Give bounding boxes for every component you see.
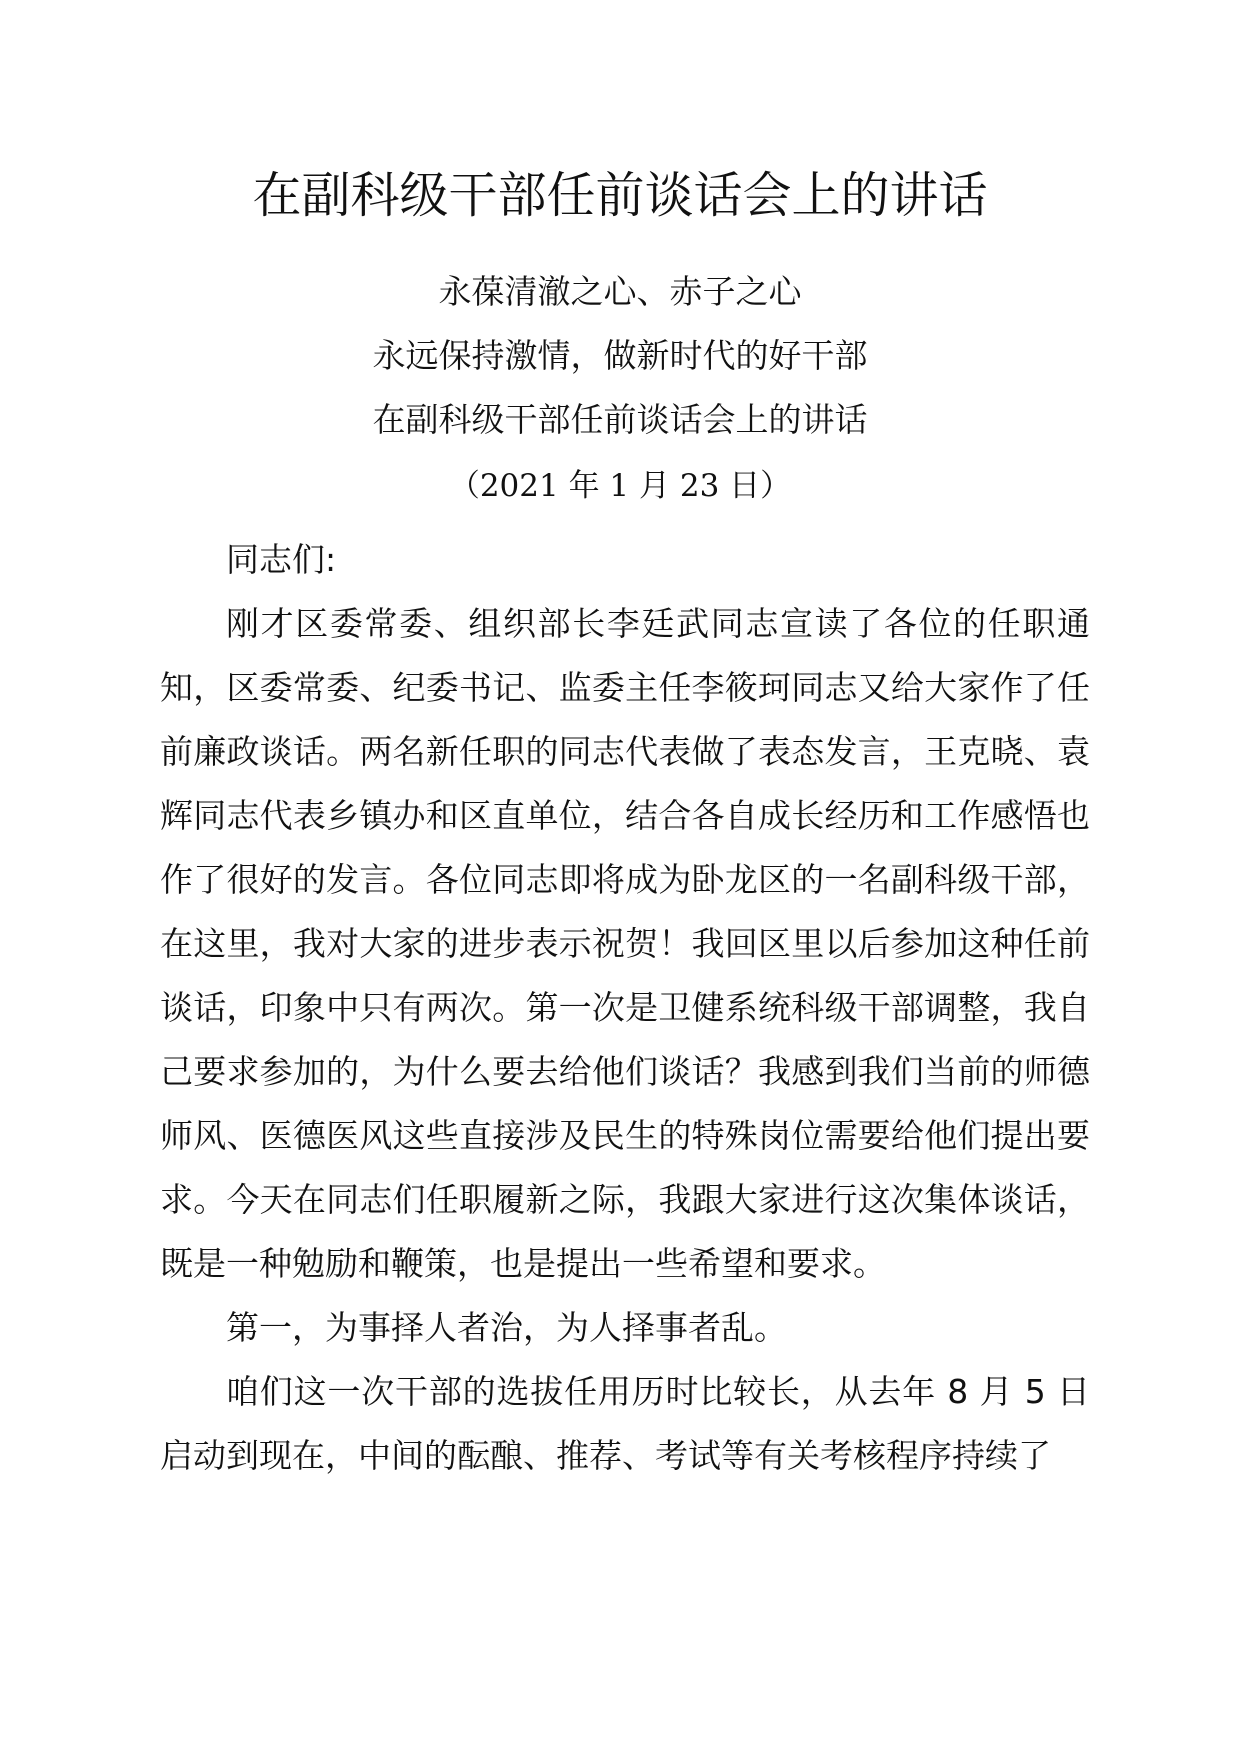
subtitle-line-2: 永远保持激情，做新时代的好干部 [372, 336, 868, 375]
document-title: 在副科级干部任前谈话会上的讲话 [252, 167, 988, 224]
subtitle-line-1: 永葆清澈之心、赤子之心 [438, 272, 802, 311]
salutation-paragraph: 同志们: [226, 540, 337, 579]
body-paragraph: 刚才区委常委、组织部长李廷武同志宣读了各位的任职通知，区委常委、纪委书记、监委主任李筱珂同志又给大家作了任前廉政谈话。两名新任职的同志代表做了表态发言，王克晓、袁辉同志代表乡镇办和区直单位，结合各自成长经历和工作感悟也作了很好的发言。各位同志即将成为卧龙区的一名副科级干部，在这里，我对大家的进步表示祝贺！我回区里以后参加这种任前谈话，印象中只有两次。第一次是卫健系统科级干部调整，我自己要求参加的，为什么要去给他们谈话？我感到我们当前的师德师风、医德医风这些直接涉及民生的特殊岗位需要给他们提出要求。今天在同志们任职履新之际，我跟大家进行这次集体谈话，既是一种勉励和鞭策，也是提出一些希望和要求。 [160, 604, 1090, 1283]
document-body [160, 528, 1090, 1488]
subtitle-line-3: 在副科级干部任前谈话会上的讲话 [372, 400, 868, 439]
body-paragraph: 咱们这一次干部的选拔任用历时比较长，从去年 8 月 5 日启动到现在，中间的酝酿、推荐、考试等有关考核程序持续了 [160, 1372, 1090, 1475]
section-heading-paragraph: 第一，为事择人者治，为人择事者乱。 [226, 1308, 787, 1347]
speech-date: （2021 年 1 月 23 日） [448, 468, 792, 504]
